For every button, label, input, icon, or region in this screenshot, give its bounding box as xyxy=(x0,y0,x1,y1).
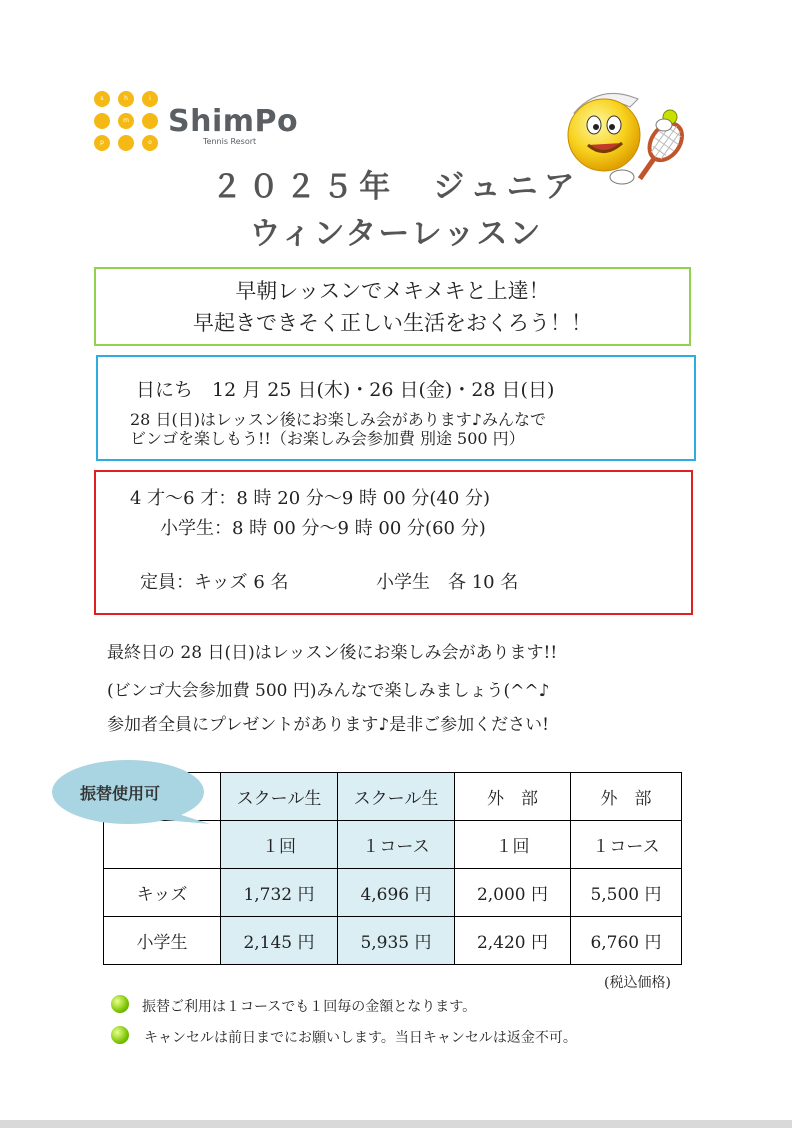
logo-dot: m xyxy=(118,113,134,129)
logo-subtitle: Tennis Resort xyxy=(203,137,257,146)
table-cell: 6,760 円 xyxy=(571,917,682,965)
table-cell: 2,420 円 xyxy=(455,917,571,965)
table-cell: 5,935 円 xyxy=(338,917,455,965)
page-title-line2: ウィンターレッスン xyxy=(249,216,543,252)
note-line: キャンセルは前日までにお願いします。当日キャンセルは返金不可。 xyxy=(144,1030,577,1046)
table-cell: 5,500 円 xyxy=(571,869,682,917)
table-row-label: キッズ xyxy=(104,869,221,917)
capacity-kids: 定員：キッズ 6 名 xyxy=(140,572,289,593)
table-cell: 2,145 円 xyxy=(221,917,338,965)
table-header-cell: 外 部 xyxy=(571,773,682,821)
schedule-note-line1: 28 日(日)はレッスン後にお楽しみ会があります♪みんなで xyxy=(130,410,546,429)
logo-name: ShimPo xyxy=(168,104,299,139)
time-kids: 4 才～6 才：8 時 20 分～9 時 00 分(40 分) xyxy=(130,488,491,509)
table-header-cell: １コース xyxy=(338,821,455,869)
table-cell: 2,000 円 xyxy=(455,869,571,917)
logo-dot xyxy=(118,135,134,151)
logo-dot: s xyxy=(94,91,110,107)
catchphrase-box xyxy=(94,267,691,346)
tax-note: (税込価格) xyxy=(604,975,671,991)
logo-dot: h xyxy=(118,91,134,107)
info-line: 最終日の 28 日(日)はレッスン後にお楽しみ会があります!! xyxy=(107,643,558,663)
info-line: 参加者全員にプレゼントがあります♪是非ご参加ください! xyxy=(107,715,549,735)
capacity-elementary: 小学生 各 10 名 xyxy=(376,572,519,593)
logo-dot: i xyxy=(142,91,158,107)
logo-dot xyxy=(94,113,110,129)
catchphrase-line2: 早起きできそく正しい生活をおくろう！！ xyxy=(193,311,592,335)
schedule-box xyxy=(96,355,696,461)
schedule-note-line2: ビンゴを楽しもう!!（お楽しみ会参加費 別途 500 円） xyxy=(130,429,525,448)
table-row-label: 小学生 xyxy=(104,917,221,965)
logo-mark xyxy=(94,91,158,155)
table-header-cell: スクール生 xyxy=(338,773,455,821)
table-row xyxy=(104,869,682,917)
info-line: (ビンゴ大会参加費 500 円)みんなで楽しみましょう(^^♪ xyxy=(107,681,550,701)
times-box xyxy=(94,470,693,615)
table-header-cell: 外 部 xyxy=(455,773,571,821)
page-title-line1: ２０２５年 ジュニア xyxy=(211,169,581,205)
schedule-dates: 日にち 12 月 25 日(木)・26 日(金)・28 日(日) xyxy=(136,379,555,401)
table-header-cell: １コース xyxy=(571,821,682,869)
bullet-ball-icon xyxy=(111,995,129,1013)
logo-dot xyxy=(142,113,158,129)
bullet-ball-icon xyxy=(111,1026,129,1044)
table-cell: 4,696 円 xyxy=(338,869,455,917)
table-header-cell: １回 xyxy=(221,821,338,869)
table-row xyxy=(104,917,682,965)
table-cell: 1,732 円 xyxy=(221,869,338,917)
time-elementary: 小学生：8 時 00 分～9 時 00 分(60 分) xyxy=(160,518,486,539)
logo-dot: p xyxy=(94,135,110,151)
note-line: 振替ご利用は１コースでも１回毎の金額となります。 xyxy=(142,999,477,1015)
catchphrase-line1: 早朝レッスンでメキメキと上達！ xyxy=(235,279,550,303)
page-bottom-divider xyxy=(0,1120,792,1128)
table-header-cell: スクール生 xyxy=(221,773,338,821)
transfer-available-label: 振替使用可 xyxy=(80,784,161,803)
logo-dot: o xyxy=(142,135,158,151)
table-header-cell: １回 xyxy=(455,821,571,869)
